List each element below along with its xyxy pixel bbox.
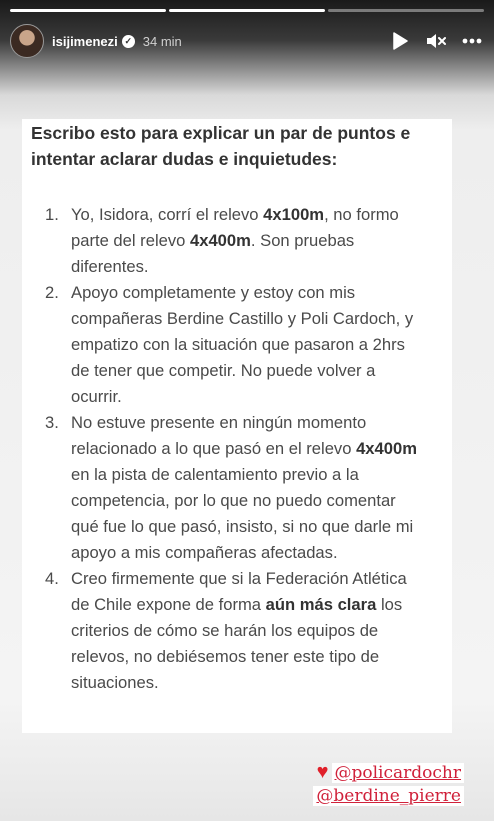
statement-title: Escribo esto para explicar un par de puntos e intentar aclarar dudas e inquietudes:: [31, 123, 411, 169]
mute-icon: [426, 32, 446, 50]
story-progress-segment: [10, 9, 166, 12]
statement-text: No estuve presente en ningún momento relacionado a lo que pasó en el relevo: [71, 413, 367, 458]
story-progress-segment: [169, 9, 325, 12]
mention-tag-policardochr[interactable]: @policardochr: [332, 763, 465, 783]
verified-badge-icon: ✓: [122, 35, 135, 48]
mention-tag-berdine-pierre[interactable]: @berdine_pierre: [313, 786, 464, 806]
statement-text: en la pista de calentamiento previo a la competencia, por lo que no puedo comentar qué fue lo que pasó, insisto, si no que darle mi apoyo a mis compañeras afectadas.: [71, 465, 414, 562]
statement-item: [31, 280, 421, 410]
more-icon: [462, 38, 482, 44]
statement-item-number: 4.: [45, 569, 59, 588]
mute-button[interactable]: [424, 29, 448, 53]
statement-text: Creo firmemente que si la Federación Atlética de Chile expone de forma: [71, 569, 407, 614]
play-button[interactable]: [388, 29, 412, 53]
more-button[interactable]: [460, 29, 484, 53]
statement-bold-text: 4x400m: [190, 231, 251, 250]
play-icon: [392, 32, 408, 50]
story-header: [10, 24, 484, 58]
statement-text: los criterios de cómo se harán los equipos de relevos, no debiésemos tener este tipo de situaciones.: [71, 595, 403, 692]
avatar[interactable]: [10, 24, 44, 58]
statement-item: [31, 202, 421, 280]
story-progress-bar: [10, 9, 484, 12]
statement-text: Yo, Isidora, corrí el relevo: [71, 205, 264, 224]
statement-list: [31, 202, 421, 696]
statement-item-number: 3.: [45, 413, 59, 432]
statement-bold-text: aún más clara: [265, 595, 377, 614]
story-progress-segment: [328, 9, 484, 12]
username[interactable]: isijimenezi: [52, 33, 118, 49]
statement-item-number: 1.: [45, 205, 59, 224]
statement-text: Apoyo completamente y estoy con mis compañeras Berdine Castillo y Poli Cardoch, y empatizo con la situación que pasaron a 2hrs de tener que competir. No puede volver a ocurrir.: [71, 283, 414, 406]
statement-item: [31, 410, 421, 566]
statement-item: [31, 566, 421, 696]
statement-text: , no formo parte del relevo: [71, 205, 399, 250]
mention-row-2: [313, 786, 464, 806]
statement-item-number: 2.: [45, 283, 59, 302]
statement-bold-text: 4x400m: [356, 439, 417, 458]
mention-row-1: [317, 761, 464, 784]
heart-icon: ♥: [316, 761, 329, 783]
post-time: 34 min: [142, 33, 182, 49]
statement-bold-text: 4x100m: [263, 205, 325, 224]
statement-text: . Son pruebas diferentes.: [71, 231, 355, 276]
